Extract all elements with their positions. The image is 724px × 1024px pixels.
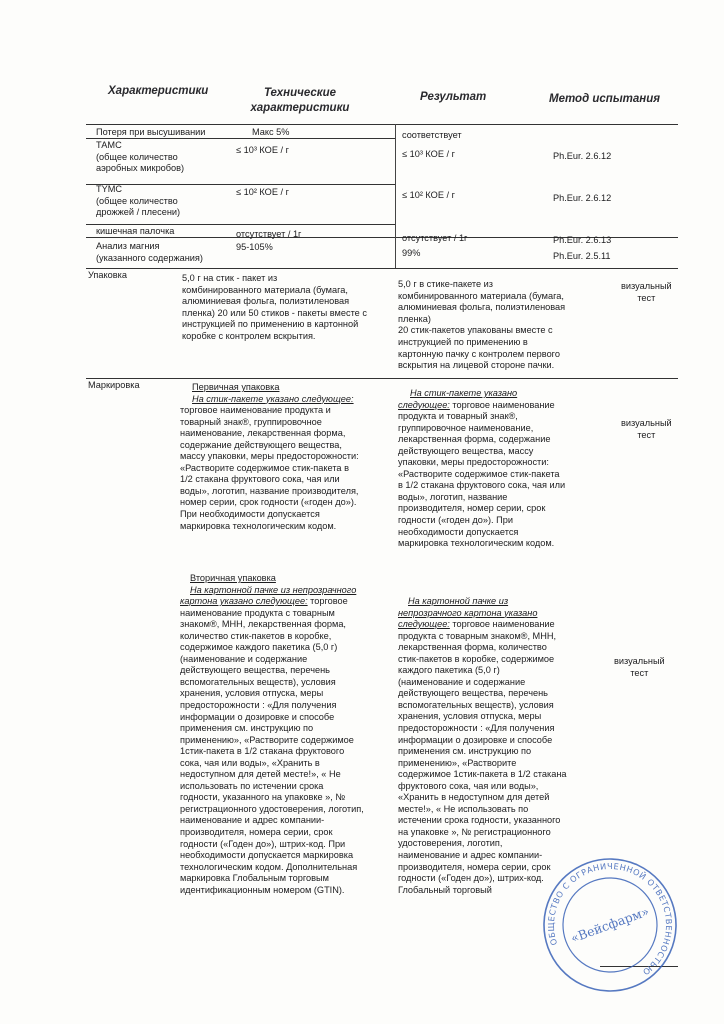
row-tamc-result: ≤ 10³ КОЕ / г — [402, 149, 455, 159]
marking-method-secondary: визуальный тест — [614, 656, 665, 678]
row-tamc-method: Ph.Eur. 2.6.12 — [553, 151, 612, 161]
row-magnesium-spec: 95-105% — [236, 242, 273, 252]
row-ecoli-method: Ph.Eur. 2.6.13 — [553, 235, 612, 245]
row-ecoli-spec: отсутствует / 1г — [236, 229, 302, 239]
stamp-ring-text: ОБЩЕСТВО С ОГРАНИЧЕННОЙ ОТВЕТСТВЕННОСТЬЮ — [545, 860, 675, 978]
marking-spec-secondary — [180, 573, 394, 896]
header-tech-specs: Технические характеристики — [250, 87, 350, 114]
row-packaging-method: визуальный тест — [621, 281, 672, 303]
marking-result-secondary — [398, 596, 598, 896]
table-rule — [86, 378, 678, 379]
row-loss-drying-name: Потеря при высушивании — [96, 127, 206, 137]
row-magnesium-method: Ph.Eur. 2.5.11 — [553, 251, 611, 261]
table-column-rule — [395, 124, 396, 268]
row-ecoli-result: отсутствует / 1г — [402, 233, 468, 243]
marking-result-primary-intro2: следующее: — [398, 399, 450, 410]
marking-spec-secondary-title: Вторичная упаковка — [190, 573, 276, 583]
row-packaging-name: Упаковка — [88, 270, 127, 280]
company-stamp — [540, 855, 680, 995]
marking-spec-secondary-body: наименование продукта с товарным знаком®, МНН, лекарственная форма, количество стик-пакетов в коробке, содержимое каждого пакетика (5,0 г) (наименование и содержание действующего вещества, перечень вспомогательных веществ), условия хранения, условия отпуска, меры предосторожности : «Для получения информации о дозировке и способе применения см. инструкцию по применению», «Растворите содержимое 1стик-пакета в 1/2 стакана фруктового сока, чая или воды», «Хранить в недоступном для детей месте!», « Не использовать по истечении срока годности, указанного на упаковке », № регистрационного удостоверения, логотип, наименование и адрес компании- производителя, номера серии, срок годности («Годен до»), штрих-код. При необходимости допускается маркировка технологическим кодом. Дополнительная маркировка Глобальным торговым идентификационным номером (GTIN). — [180, 607, 364, 895]
marking-result-secondary-intro-1: На картонной пачке из — [408, 596, 509, 606]
row-tamc-name: ТАМС (общее количество аэробных микробов) — [96, 140, 185, 174]
row-tymc-spec: ≤ 10² КОЕ / г — [236, 187, 289, 197]
row-packaging-result: 5,0 г в стике-пакете из комбинированного материала (бумага, алюминиевая фольга, полиэтиленовая пленка) 20 стик-пакетов упакованы вместе с инструкцией по применению в картонную пачку с контролем первого вскрытия на лицевой стороне пачки. — [398, 279, 566, 371]
marking-spec-primary-title: Первичная упаковка — [192, 382, 280, 392]
marking-spec-secondary-tail: торговое — [307, 596, 348, 607]
header-test-method: Метод испытания — [549, 93, 661, 105]
row-ecoli-name: кишечная палочка — [96, 226, 175, 236]
marking-spec-secondary-intro-1: На картонной пачке из непрозрачного — [190, 584, 357, 595]
marking-result-secondary-body: продукта с товарным знаком®, МНН, лекарственная форма, количество стик-пакетов в коробке, содержимое каждого пакетика (5,0 г) (наименование и содержание действующего вещества, перечень вспомогательных веществ), условия хранения, условия отпуска, меры предосторожности : «Для получения информации о дозировке и способе применения см. инструкцию по применению», «Растворите содержимое 1стик-пакета в 1/2 стакана фруктового сока, чая или воды», «Хранить в недоступном для детей месте!», « Не использовать по истечении срока годности, указанного на упаковке », № регистрационного удостоверения, логотип, наименование и адрес компании- производителя, номера серии, срок годности («Годен до»), штрих-код. Глобальный торговый — [398, 630, 567, 895]
row-tamc-spec: ≤ 10³ КОЕ / г — [236, 145, 289, 155]
marking-result-secondary-intro-2: непрозрачного картона указано — [398, 607, 538, 618]
marking-result-primary-intro: На стик-пакете указано — [410, 388, 518, 398]
row-magnesium-name: Анализ магния (указанного содержания) — [96, 241, 203, 263]
header-result: Результат — [420, 91, 487, 103]
marking-result-secondary-intro-3: следующее: — [398, 619, 450, 630]
marking-spec-primary-intro: На стик-пакете указано следующее: — [192, 393, 354, 404]
marking-spec-secondary-intro-2: картона указано следующее: — [180, 596, 308, 607]
row-magnesium-result: 99% — [402, 248, 421, 258]
row-packaging-spec: 5,0 г на стик - пакет из комбинированного материала (бумага, алюминиевая фольга, полиэтиленовая пленка) 20 или 50 стиков - пакеты вместе с инструкцией по применению в картонной коробке с контролем вскрытия. — [182, 273, 367, 341]
marking-spec-primary-body: торговое наименование продукта и товарный знак®, группировочное наименование, лекарственная форма, содержание действующего вещества, массу упаковки, меры предосторожности: «Растворите содержимое стик-пакета в 1/2 стакана фруктового сока, чая или воды», логотип, название производителя, номер серии, срок годности («годен до»). При необходимости допускается маркировка технологическим кодом. — [180, 405, 359, 531]
marking-method-primary: визуальный тест — [621, 418, 672, 440]
marking-result-secondary-tail: торговое наименование — [449, 619, 555, 630]
marking-result-primary-tail: торговое наименование — [449, 399, 555, 410]
table-rule — [86, 268, 678, 269]
marking-spec-primary — [180, 382, 386, 532]
header-characteristics: Характеристики — [108, 85, 209, 97]
row-loss-drying-result: соответствует — [402, 130, 462, 140]
row-tymc-name: TYMC (общее количество дрожжей / плесени) — [96, 184, 181, 218]
table-rule — [86, 224, 396, 225]
marking-result-primary-body: продукта и товарный знак®, группировочное наименование, лекарственная форма, содержание действующего вещества, массу упаковки, меры предосторожности: «Растворите содержимое стик-пакета в 1/2 стакана фруктового сока, чая или воды», логотип, название производителя, номер серии, срок годности («годен до»). При необходимости допускается маркировка технологическим кодом. — [398, 411, 566, 549]
row-tymc-result: ≤ 10² КОЕ / г — [402, 190, 455, 200]
marking-result-primary — [398, 388, 598, 550]
row-loss-drying-spec: Макс 5% — [252, 127, 290, 137]
table-rule — [86, 124, 678, 125]
stamp-center-text: «Вейсфарм» — [568, 903, 652, 946]
row-tymc-method: Ph.Eur. 2.6.12 — [553, 193, 612, 203]
row-marking-name: Маркировка — [88, 380, 140, 390]
